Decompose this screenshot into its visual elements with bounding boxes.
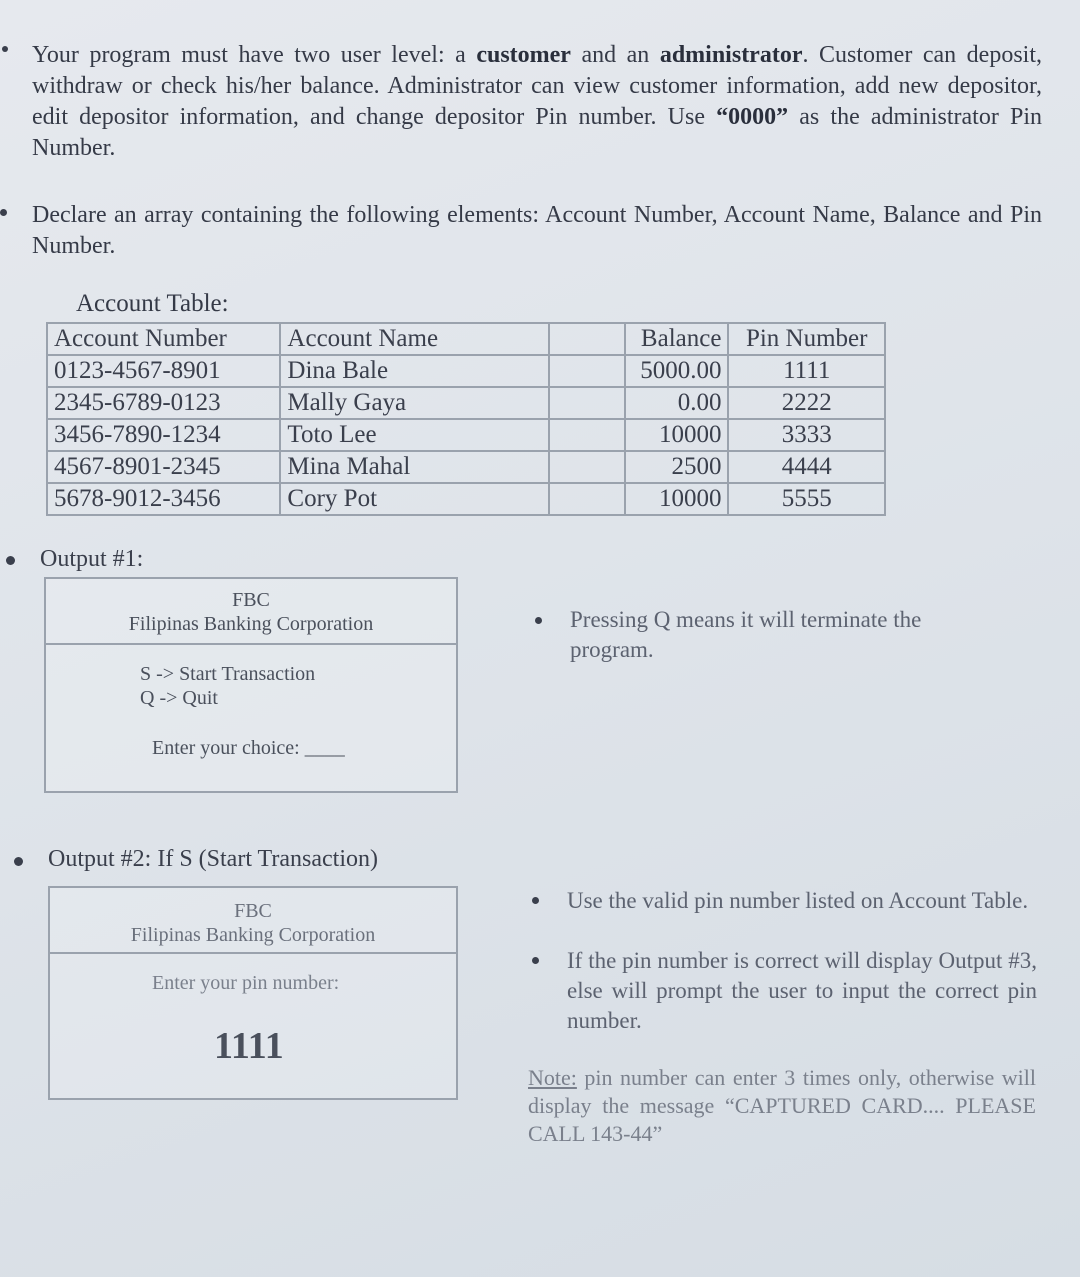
table-gap xyxy=(549,387,625,419)
box-divider xyxy=(50,952,456,954)
bullet xyxy=(14,857,23,866)
bullet xyxy=(535,617,542,624)
intro-text: . Customer can deposit, withdraw or check his/her balance. Administrator can view customer information, add new depositor, edit depositor information, and change depositor Pin number. Use xyxy=(32,42,1043,130)
intro-paragraph xyxy=(32,40,1042,164)
bullet xyxy=(0,209,7,216)
choice-prompt: Enter your choice: ____ xyxy=(152,737,345,759)
cell-account-name: Toto Lee xyxy=(280,419,549,451)
bullet xyxy=(2,46,8,52)
bank-code: FBC xyxy=(232,589,270,611)
table-caption: Account Table: xyxy=(76,290,229,317)
intro-text: and an xyxy=(570,42,660,68)
intro-bold-pin: “0000” xyxy=(716,104,789,130)
table-row xyxy=(47,419,885,451)
cell-account-name: Dina Bale xyxy=(280,355,549,387)
attempt-limit-note xyxy=(528,1064,1036,1148)
header-pin: Pin Number xyxy=(728,323,885,355)
option-quit: Q -> Quit xyxy=(140,687,218,709)
table-gap xyxy=(549,323,625,355)
quit-note: Pressing Q means it will terminate the program. xyxy=(570,607,922,662)
intro-bold-customer: customer xyxy=(476,42,571,68)
option-start: S -> Start Transaction xyxy=(140,663,316,685)
cell-balance: 10000 xyxy=(625,419,728,451)
header-account-number: Account Number xyxy=(47,323,280,355)
cell-balance: 5000.00 xyxy=(625,355,728,387)
bullet xyxy=(532,897,539,904)
intro-text: as the administrator Pin Number. xyxy=(32,104,1042,161)
table-row xyxy=(47,451,885,483)
note-text: pin number can enter 3 times only, otherwise will display the message “CAPTURED CARD.... PLEASE CALL 143-44” xyxy=(528,1065,1036,1146)
bank-code: FBC xyxy=(234,900,272,922)
table-gap xyxy=(549,419,625,451)
cell-pin: 2222 xyxy=(728,387,885,419)
bullet xyxy=(532,957,539,964)
array-paragraph: Declare an array containing the following elements: Account Number, Account Name, Balance and Pin Number. xyxy=(32,202,1042,259)
pin-prompt: Enter your pin number: xyxy=(152,972,340,994)
table-row xyxy=(47,483,885,515)
bank-name: Filipinas Banking Corporation xyxy=(128,613,374,635)
bullet xyxy=(6,556,15,565)
cell-account-number: 5678-9012-3456 xyxy=(47,483,280,515)
cell-account-name: Mally Gaya xyxy=(280,387,549,419)
note-label: Note: xyxy=(528,1065,577,1090)
table-row xyxy=(47,387,885,419)
output1-label: Output #1: xyxy=(40,546,144,572)
cell-account-name: Cory Pot xyxy=(280,483,549,515)
correct-pin-note: If the pin number is correct will display Output #3, else will prompt the user to input the correct pin number. xyxy=(567,948,1037,1033)
cell-balance: 0.00 xyxy=(625,387,728,419)
table-gap xyxy=(549,451,625,483)
cell-pin: 4444 xyxy=(728,451,885,483)
account-table xyxy=(46,322,886,516)
output2-label: Output #2: If S (Start Transaction) xyxy=(48,846,378,872)
cell-balance: 10000 xyxy=(625,483,728,515)
intro-text: Your program must have two user level: a xyxy=(32,42,477,68)
header-balance: Balance xyxy=(625,323,728,355)
cell-account-number: 4567-8901-2345 xyxy=(47,451,280,483)
table-header-row xyxy=(47,323,885,355)
output1-console-box xyxy=(44,577,458,793)
cell-account-number: 2345-6789-0123 xyxy=(47,387,280,419)
output2-console-box xyxy=(48,886,458,1100)
entered-pin: 1111 xyxy=(214,1025,284,1067)
cell-account-number: 0123-4567-8901 xyxy=(47,355,280,387)
cell-balance: 2500 xyxy=(625,451,728,483)
header-account-name: Account Name xyxy=(280,323,549,355)
bank-name: Filipinas Banking Corporation xyxy=(130,924,376,946)
box-divider xyxy=(46,643,456,645)
table-gap xyxy=(549,483,625,515)
cell-account-name: Mina Mahal xyxy=(280,451,549,483)
table-gap xyxy=(549,355,625,387)
table-row xyxy=(47,355,885,387)
valid-pin-note: Use the valid pin number listed on Account Table. xyxy=(567,888,1029,913)
intro-bold-administrator: administrator xyxy=(659,42,803,68)
cell-pin: 1111 xyxy=(728,355,885,387)
cell-account-number: 3456-7890-1234 xyxy=(47,419,280,451)
cell-pin: 5555 xyxy=(728,483,885,515)
cell-pin: 3333 xyxy=(728,419,885,451)
